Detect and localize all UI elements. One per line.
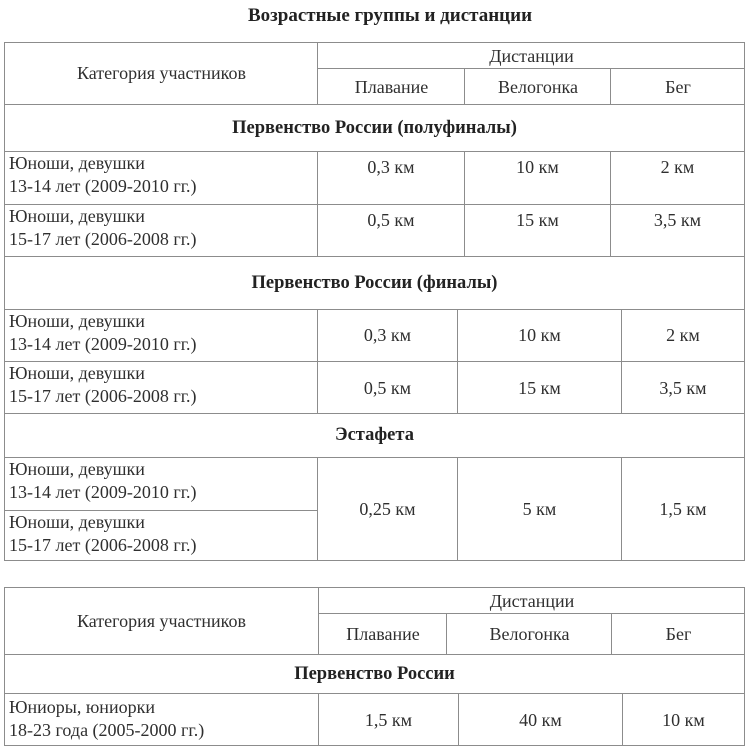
header-swim: Плавание bbox=[346, 623, 420, 644]
swim-value: 0,5 км bbox=[367, 210, 415, 230]
section-finals bbox=[4, 256, 745, 413]
table-row-category: Юноши, девушки 15-17 лет (2006-2008 гг.) bbox=[9, 206, 197, 249]
header-distances: Дистанции bbox=[489, 45, 574, 66]
header-run: Бег bbox=[665, 623, 692, 644]
swim-value: 0,25 км bbox=[359, 499, 416, 519]
bike-value: 15 км bbox=[516, 210, 559, 230]
swim-value: 1,5 км bbox=[364, 709, 413, 730]
table-row-category: Юниоры, юниорки 18-23 года (2005-2000 гг.) bbox=[9, 697, 205, 740]
bike-value: 15 км bbox=[518, 377, 561, 398]
section-russian-championship bbox=[4, 654, 745, 746]
table-header bbox=[4, 587, 745, 654]
table-row-category: Юноши, девушки 13-14 лет (2009-2010 гг.) bbox=[9, 459, 197, 502]
table-row-category: Юноши, девушки 13-14 лет (2009-2010 гг.) bbox=[9, 311, 197, 354]
table-row-category: Юноши, девушки 15-17 лет (2006-2008 гг.) bbox=[9, 512, 197, 555]
run-value: 2 км bbox=[666, 325, 700, 345]
section-title: Первенство России (полуфиналы) bbox=[232, 117, 517, 138]
run-value: 3,5 км bbox=[659, 377, 707, 398]
header-category: Категория участников bbox=[77, 63, 246, 83]
table-row-category: Юноши, девушки 15-17 лет (2006-2008 гг.) bbox=[9, 363, 197, 406]
section-title: Эстафета bbox=[335, 425, 414, 445]
bike-value: 5 км bbox=[522, 499, 557, 519]
age-groups-table-1 bbox=[4, 42, 745, 561]
header-distances: Дистанции bbox=[489, 590, 575, 611]
run-value: 3,5 км bbox=[653, 210, 702, 230]
section-title: Первенство России bbox=[294, 663, 455, 684]
bike-value: 40 км bbox=[519, 709, 562, 730]
header-category: Категория участников bbox=[77, 610, 246, 631]
section-semifinals bbox=[4, 104, 745, 256]
table-row-category: Юноши, девушки 13-14 лет (2009-2010 гг.) bbox=[9, 153, 197, 196]
age-groups-table-2 bbox=[4, 587, 745, 746]
section-title: Первенство России (финалы) bbox=[251, 272, 498, 293]
swim-value: 0,5 км bbox=[363, 377, 412, 398]
run-value: 10 км bbox=[662, 709, 705, 730]
run-value: 1,5 км bbox=[659, 499, 707, 519]
header-bike: Велогонка bbox=[497, 76, 578, 97]
swim-value: 0,3 км bbox=[367, 157, 415, 177]
header-bike: Велогонка bbox=[489, 623, 570, 644]
run-value: 2 км bbox=[660, 157, 695, 177]
table-header bbox=[4, 42, 745, 104]
header-swim: Плавание bbox=[354, 76, 429, 97]
document-title: Возрастные группы и дистанции bbox=[247, 5, 533, 26]
header-run: Бег bbox=[665, 76, 691, 97]
bike-value: 10 км bbox=[518, 325, 561, 345]
bike-value: 10 км bbox=[516, 157, 559, 177]
swim-value: 0,3 км bbox=[363, 325, 412, 345]
section-relay bbox=[4, 413, 745, 561]
